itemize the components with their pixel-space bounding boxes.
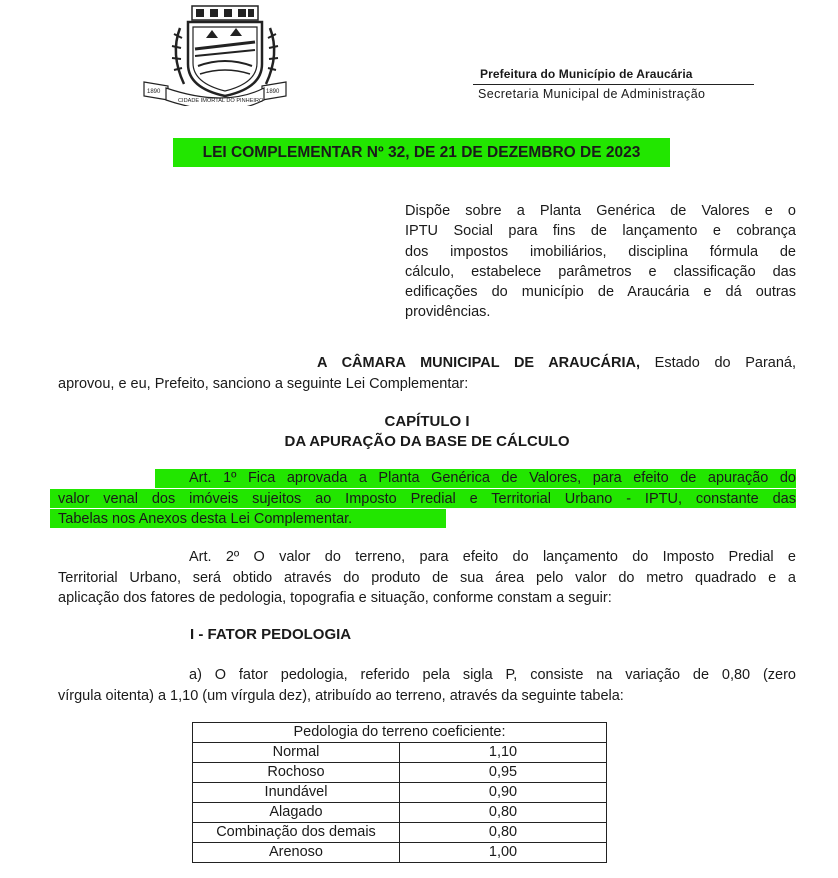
article-2-line: aplicação dos fatores de pedologia, topografia e situação, conforme constam a seguir: <box>58 590 612 606</box>
table-header-row <box>193 723 607 743</box>
soil-type-cell: Normal <box>193 743 400 763</box>
ementa-line: edificações do município de Araucária e dá outras <box>405 284 796 301</box>
table-row <box>193 763 607 783</box>
enactment-chamber: A CÂMARA MUNICIPAL DE ARAUCÁRIA, <box>317 355 641 371</box>
enactment-line-1 <box>58 353 796 374</box>
article-2-line: Territorial Urbano, será obtido através do produto de sua área pelo valor do metro quadrado e a <box>58 569 796 586</box>
crest-left-year: 1890 <box>147 89 161 95</box>
pedology-table <box>192 722 607 863</box>
coefficient-cell: 1,10 <box>400 743 607 763</box>
table-row <box>193 823 607 843</box>
ementa-line: Dispõe sobre a Planta Genérica de Valores e o <box>405 203 796 219</box>
municipality-name: Prefeitura do Município de Araucária <box>480 67 693 81</box>
ementa <box>405 201 796 323</box>
department-name: Secretaria Municipal de Administração <box>478 87 706 101</box>
soil-type-cell: Arenoso <box>193 843 400 863</box>
coefficient-cell: 0,80 <box>400 823 607 843</box>
enactment-line-2: aprovou, e eu, Prefeito, sanciono a seguinte Lei Complementar: <box>58 375 469 392</box>
article-2 <box>58 547 796 609</box>
municipal-crest-logo <box>140 4 290 106</box>
enactment-state: Estado do Paraná, <box>640 355 796 371</box>
table-header: Pedologia do terreno coeficiente: <box>193 723 607 743</box>
coefficient-cell: 1,00 <box>400 843 607 863</box>
coefficient-cell: 0,95 <box>400 763 607 783</box>
soil-type-cell: Combinação dos demais <box>193 823 400 843</box>
law-title: LEI COMPLEMENTAR Nº 32, DE 21 DE DEZEMBRO DE 2023 <box>173 138 670 167</box>
section-heading: I - FATOR PEDOLOGIA <box>190 626 352 643</box>
table-row <box>193 743 607 763</box>
table-row <box>193 803 607 823</box>
header-divider <box>473 84 754 85</box>
article-1-line: valor venal dos imóveis sujeitos ao Imposto Predial e Territorial Urbano - IPTU, constante das <box>58 490 796 507</box>
article-1-line: Art. 1º Fica aprovada a Planta Genérica de Valores, para efeito de apuração do <box>189 470 796 486</box>
table-row <box>193 843 607 863</box>
ementa-line: cálculo, estabelece parâmetros e classificação das <box>405 263 796 280</box>
ementa-line: dos impostos imobiliários, disciplina fórmula de <box>405 243 796 260</box>
article-1-line: Tabelas nos Anexos desta Lei Complementar. <box>58 511 353 527</box>
crest-right-year: 1890 <box>266 89 280 95</box>
crest-ribbon-text: CIDADE IMORTAL DO PINHEIRO <box>178 98 264 104</box>
article-2-line: Art. 2º O valor do terreno, para efeito do lançamento do Imposto Predial e <box>189 549 796 565</box>
item-a-line: vírgula oitenta) a 1,10 (um vírgula dez), atribuído ao terreno, através da seguinte tabela: <box>58 687 624 704</box>
item-a-line: a) O fator pedologia, referido pela sigla P, consiste na variação de 0,80 (zero <box>189 667 796 683</box>
chapter-number: CAPÍTULO I <box>384 413 470 430</box>
soil-type-cell: Rochoso <box>193 763 400 783</box>
ementa-line: providências. <box>405 304 491 321</box>
coefficient-cell: 0,80 <box>400 803 607 823</box>
table-row <box>193 783 607 803</box>
coefficient-cell: 0,90 <box>400 783 607 803</box>
chapter-title: DA APURAÇÃO DA BASE DE CÁLCULO <box>284 433 570 450</box>
soil-type-cell: Inundável <box>193 783 400 803</box>
ementa-line: IPTU Social para fins de lançamento e cobrança <box>405 223 796 240</box>
enactment-clause <box>58 353 796 394</box>
item-a <box>58 665 796 706</box>
soil-type-cell: Alagado <box>193 803 400 823</box>
article-1 <box>58 468 796 530</box>
